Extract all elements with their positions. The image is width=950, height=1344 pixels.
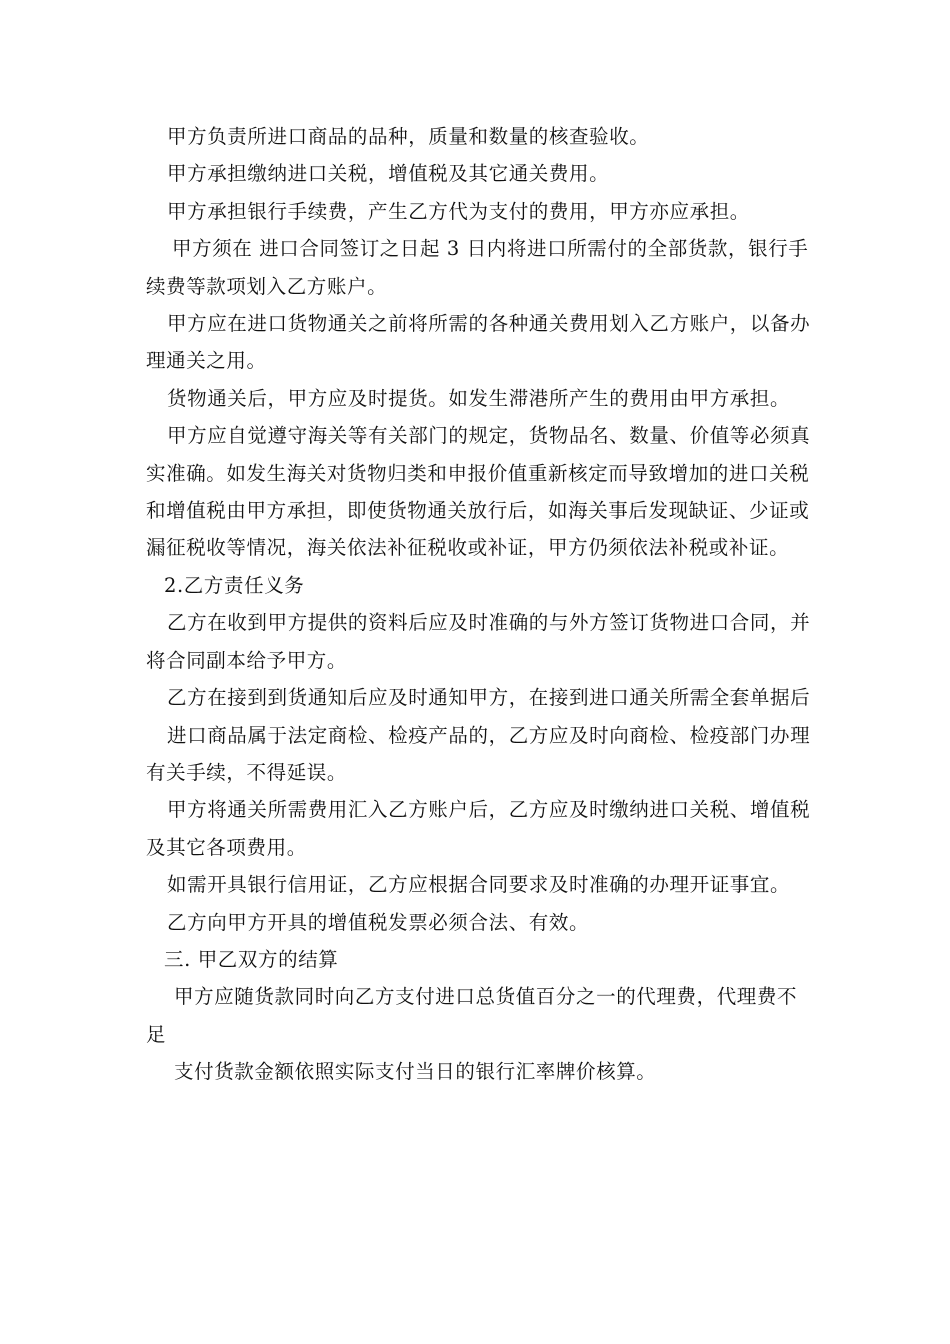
section-heading-party-b-duties: 2.乙方责任义务 [164,573,305,597]
document-body [146,118,816,1091]
paragraph-11: 甲方将通关所需费用汇入乙方账户后，乙方应及时缴纳进口关税、增值税及其它各项费用。 [146,798,811,859]
paragraph-4: 甲方须在 进口合同签订之日起 3 日内将进口所需付的全部货款，银行手续费等款项划入乙方账户。 [146,237,809,298]
paragraph-12: 如需开具银行信用证，乙方应根据合同要求及时准确的办理开证事宜。 [167,873,791,897]
paragraph-8: 乙方在收到甲方提供的资料后应及时准确的与外方签订货物进口合同，并将合同副本给予甲方。 [146,611,811,672]
paragraph-15: 支付货款金额依照实际支付当日的银行汇率牌价核算。 [174,1060,657,1084]
paragraph-1: 甲方负责所进口商品的品种，质量和数量的核查验收。 [167,125,650,148]
paragraph-7: 甲方应自觉遵守海关等有关部门的规定，货物品名、数量、价值等必须真实准确。如发生海关对货物归类和申报价值重新核定而导致增加的进口关税和增值税由甲方承担，即使货物通关放行后，如海关事后发现缺证、少证或漏征税收等情况，海关依法补征税收或补证，甲方仍须依法补税或补证。 [146,424,811,560]
paragraph-3: 甲方承担银行手续费，产生乙方代为支付的费用，甲方亦应承担。 [167,199,750,223]
paragraph-10: 进口商品属于法定商检、检疫产品的，乙方应及时向商检、检疫部门办理有关手续，不得延误。 [146,723,811,784]
paragraph-9: 乙方在接到到货通知后应及时通知甲方，在接到进口通关所需全套单据后 [167,686,811,710]
section-heading-settlement: 三. 甲乙双方的结算 [164,947,339,971]
paragraph-2: 甲方承担缴纳进口关税，增值税及其它通关费用。 [167,162,610,186]
paragraph-5: 甲方应在进口货物通关之前将所需的各种通关费用划入乙方账户，以备办理通关之用。 [146,312,811,373]
paragraph-13: 乙方向甲方开具的增值税发票必须合法、有效。 [167,910,590,934]
paragraph-6: 货物通关后，甲方应及时提货。如发生滞港所产生的费用由甲方承担。 [167,386,791,410]
paragraph-14: 甲方应随货款同时向乙方支付进口总货值百分之一的代理费，代理费不足 [146,985,798,1046]
